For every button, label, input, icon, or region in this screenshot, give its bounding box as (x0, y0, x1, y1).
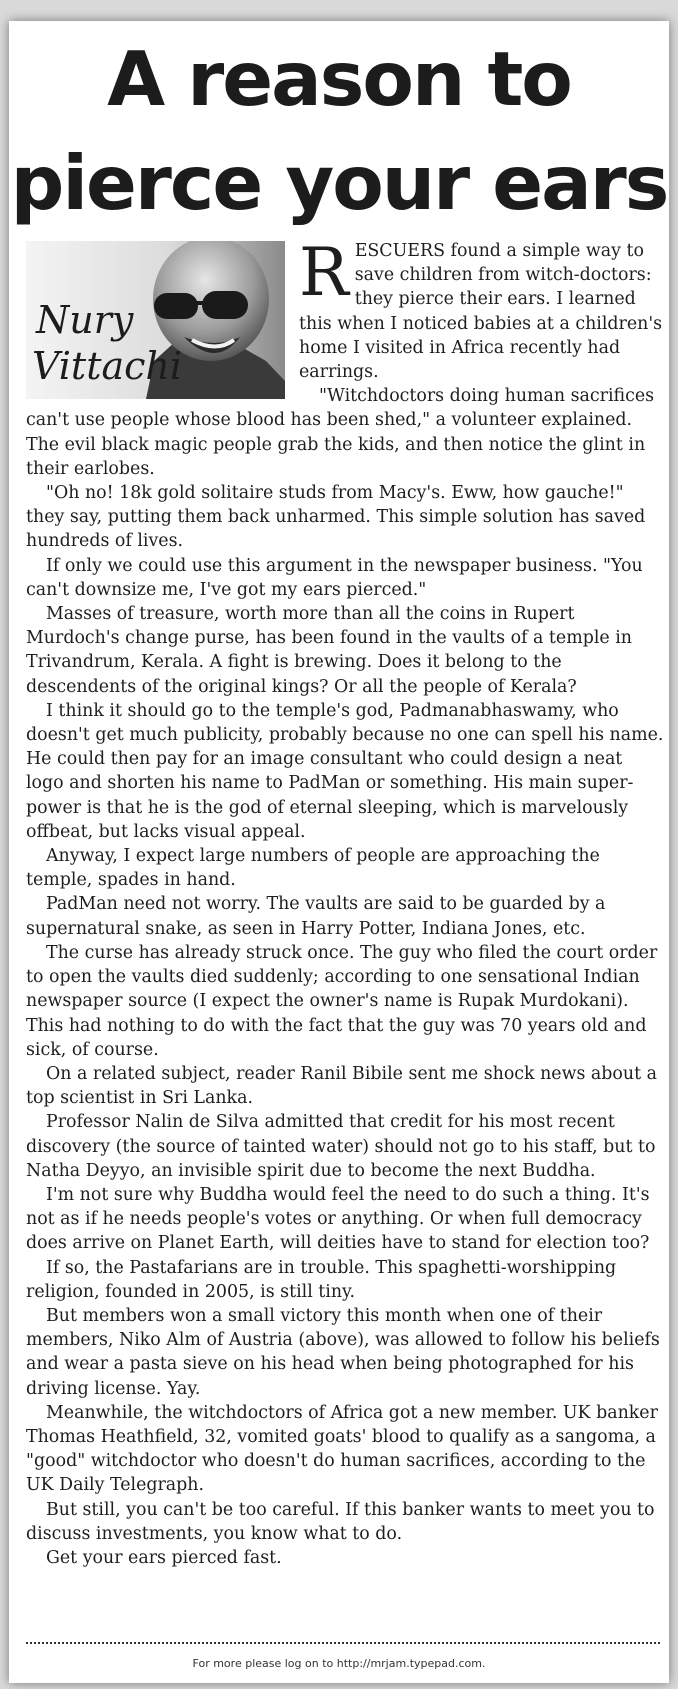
lead-paragraph-text: ESCUERS found a simple way to save children from witch-doctors: they pierce their ears. I learned this when I noticed babies at a children's home I visited in Africa recently had earrings. (299, 241, 663, 383)
article-paragraph: If so, the Pastafarians are in trouble. This spaghetti-worshipping religion, founded in 2005, is still tiny. (26, 1257, 617, 1302)
columnist-name-line-2: Vittachi (32, 344, 183, 388)
article-paragraph: But still, you can't be too careful. If this banker wants to meet you to discuss investments, you know what to do. (26, 1499, 655, 1544)
drop-cap: R (299, 234, 349, 311)
columnist-photo (26, 241, 285, 399)
footer-credit: For more please log on to http://mrjam.typepad.com. (192, 1657, 486, 1670)
headline-line-2: pierce your ears (10, 139, 668, 227)
article-paragraph: Anyway, I expect large numbers of people are approaching the temple, spades in hand. (26, 846, 600, 891)
article-paragraph: "Oh no! 18k gold solitaire studs from Macy's. Eww, how gauche!" they say, putting them back unharmed. This simple solution has saved hundreds of lives. (26, 483, 646, 552)
article-paragraph: On a related subject, reader Ranil Bibile sent me shock news about a top scientist in Sri Lanka. (26, 1063, 657, 1109)
article-page (9, 21, 669, 1683)
article-paragraph: Masses of treasure, worth more than all the coins in Rupert Murdoch's change purse, has been found in the vaults of a temple in Trivandrum, Kerala. A fight is brewing. Does it belong to the descendents of the original kings? Or all the people of Kerala? (26, 604, 632, 697)
article-paragraph: I'm not sure why Buddha would feel the need to do such a thing. It's not as if he needs people's votes or anything. Or when full democracy does arrive on Planet Earth, will deities have to stand for election too? (26, 1184, 650, 1254)
article-paragraph: Get your ears pierced fast. (46, 1547, 282, 1568)
footer-divider (26, 1642, 660, 1644)
article-paragraph: "Witchdoctors doing human sacrifices can't use people whose blood has been shed," a volunteer explained. The evil black magic people grab the kids, and then notice the glint in their earlobes. (26, 386, 655, 479)
article-paragraph: Professor Nalin de Silva admitted that credit for his most recent discovery (the source of tainted water) should not go to his staff, but to Natha Deyyo, an invisible spirit due to become the next Buddha. (26, 1112, 656, 1181)
article-paragraph: PadMan need not worry. The vaults are said to be guarded by a supernatural snake, as seen in Harry Potter, Indiana Jones, etc. (26, 894, 606, 939)
columnist-name-line-1: Nury (36, 298, 134, 342)
article-paragraph: I think it should go to the temple's god, Padmanabhaswamy, who doesn't get much publicity, probably because no one can spell his name. He could then pay for an image consultant who could design a neat logo and shorten his name to PadMan or something. His main super-power is that he is the god of eternal sleeping, which is marvelously offbeat, but lacks visual appeal. (26, 700, 664, 842)
columnist-portrait (26, 241, 285, 399)
headline-line-1: A reason to (107, 35, 571, 123)
article-paragraph: But members won a small victory this month when one of their members, Niko Alm of Austria (above), was allowed to follow his beliefs and wear a pasta sieve on his head when being photographed for his driving license. Yay. (26, 1305, 660, 1399)
article-paragraph: The curse has already struck once. The guy who filed the court order to open the vaults died suddenly; according to one sensational Indian newspaper source (I expect the owner's name is Rupak Murdokani). This had nothing to do with the fact that the guy was 70 years old and sick, of course. (26, 942, 658, 1060)
article-paragraph: Meanwhile, the witchdoctors of Africa got a new member. UK banker Thomas Heathfield, 32, vomited goats' blood to qualify as a sangoma, a "good" witchdoctor who doesn't do human sacrifices, according to the UK Daily Telegraph. (26, 1402, 658, 1496)
headline (9, 21, 669, 235)
article-body (26, 234, 664, 1570)
article-paragraph: If only we could use this argument in the newspaper business. "You can't downsize me, I've got my ears pierced." (26, 555, 643, 600)
